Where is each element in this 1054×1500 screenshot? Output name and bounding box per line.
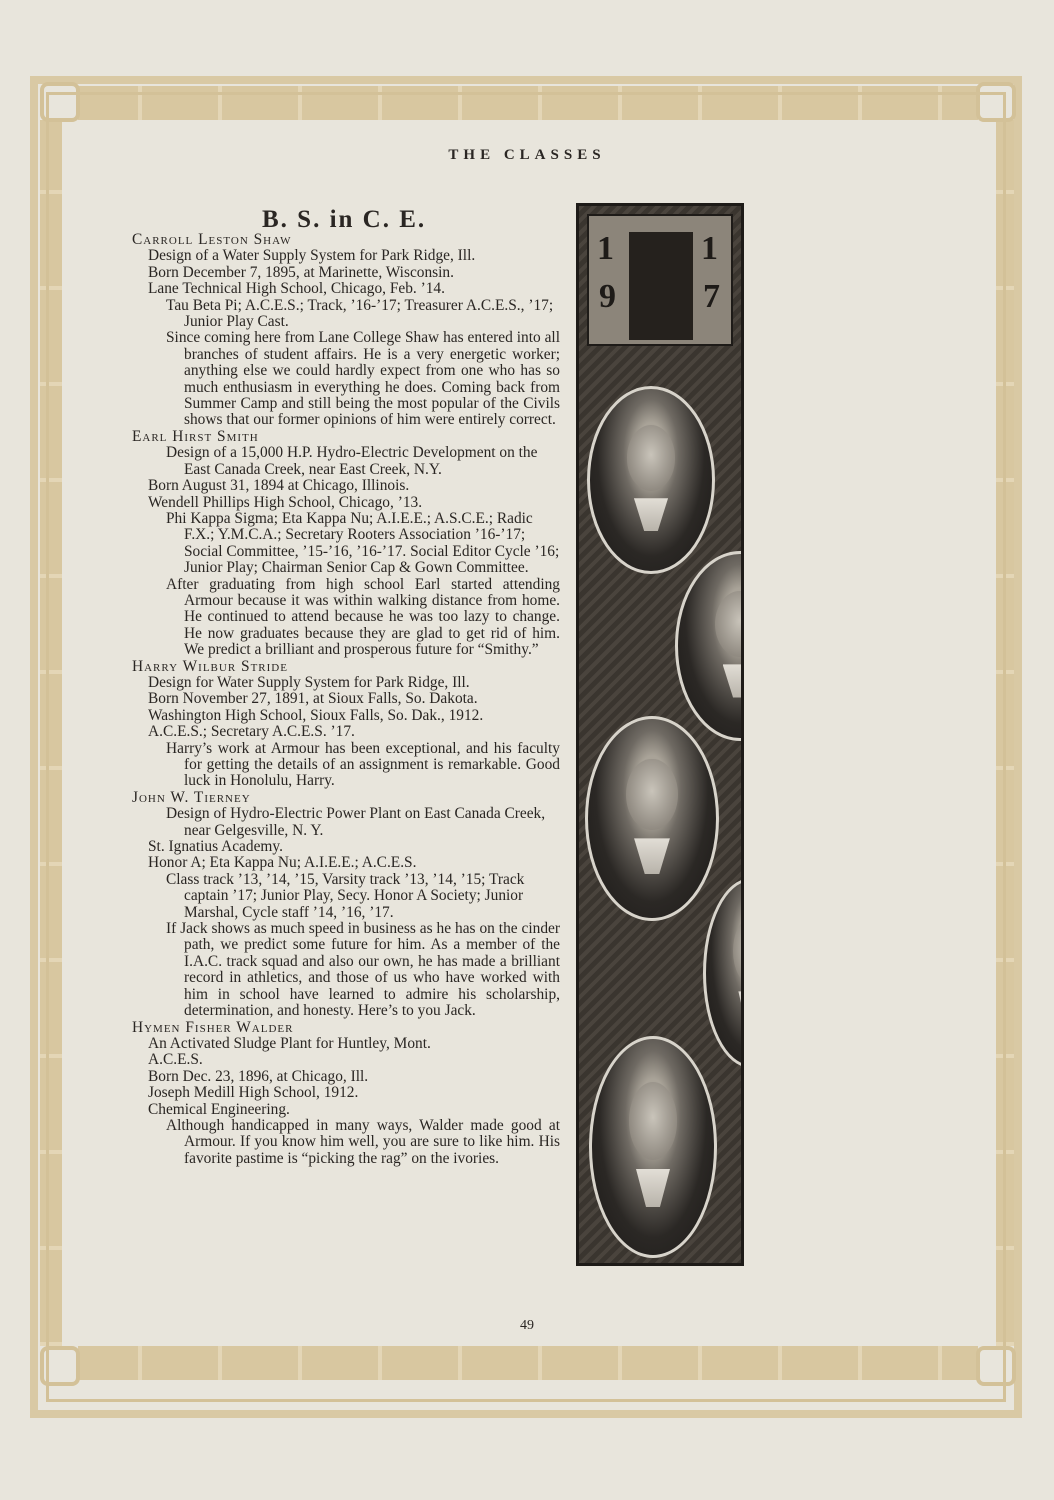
running-head: THE CLASSES — [448, 147, 606, 163]
student-name: John W. Tierney — [132, 788, 251, 806]
biography-entry — [132, 429, 560, 659]
thesis-title: Design of Hydro-Electric Power Plant on East Canada Creek, near Gelgesville, N. Y. — [166, 805, 546, 839]
thesis-title: An Activated Sludge Plant for Huntley, Mont. — [148, 1034, 431, 1052]
corner-ornament-bottom-left — [40, 1346, 80, 1386]
portrait-strip — [576, 203, 744, 1266]
student-portrait — [585, 716, 719, 921]
section-title: B. S. in C. E. — [262, 206, 427, 233]
biography-entry — [132, 790, 560, 1020]
activities: Phi Kappa Sigma; Eta Kappa Nu; A.I.E.E.; A.S.C.E.; Radic F.X.; Y.M.C.A.; Secretary Rooters Association ’16-’17; Social Committee, ’15-’16, ’16-’17. Social Editor Cycle ’16; Junior Play; Chairman Senior Cap & Gown Committee. — [166, 509, 560, 577]
activities: A.C.E.S. — [148, 1051, 203, 1069]
biography-entry — [132, 1020, 560, 1168]
year-digit: 1 — [701, 230, 718, 267]
student-portrait — [587, 386, 715, 574]
birth-info: Born December 7, 1895, at Marinette, Wisconsin. — [148, 263, 454, 281]
school-info: Wendell Phillips High School, Chicago, ’13. — [148, 493, 423, 511]
student-name: Harry Wilbur Stride — [132, 657, 288, 675]
school-info: Lane Technical High School, Chicago, Feb. ’14. — [148, 280, 445, 298]
activities: Class track ’13, ’14, ’15, Varsity track ’13, ’14, ’15; Track captain ’17; Junior Play, Secy. Honor A Society; Junior Marshal, Cycle staff ’14, ’16, ’17. — [166, 870, 525, 921]
biography-paragraph: Harry’s work at Armour has been exceptional, and his faculty for getting the details of an assignment is remarkable. Good luck in Honolulu, Harry. — [166, 739, 560, 790]
corner-ornament-top-left — [40, 82, 80, 122]
biography-paragraph: After graduating from high school Earl started attending Armour because it was within walking distance from home. He continued to attend because he was too lazy to change. He now graduates because they are glad to get rid of him. We predict a brilliant and prosperous future for “Smithy.” — [166, 575, 560, 659]
thesis-title: Design for Water Supply System for Park Ridge, Ill. — [148, 673, 470, 691]
birth-info: Born Dec. 23, 1896, at Chicago, Ill. — [148, 1067, 369, 1085]
thesis-title: Design of a 15,000 H.P. Hydro-Electric Development on the East Canada Creek, near East Creek, N.Y. — [166, 444, 538, 478]
activities: A.C.E.S.; Secretary A.C.E.S. ’17. — [148, 723, 355, 741]
year-digit: 9 — [599, 278, 616, 315]
birth-info: Born August 31, 1894 at Chicago, Illinois. — [148, 477, 410, 495]
biography-column — [132, 232, 560, 1167]
corner-ornament-bottom-right — [976, 1346, 1016, 1386]
student-name: Hymen Fisher Walder — [132, 1018, 294, 1036]
year-digit: 1 — [597, 230, 614, 267]
course-info: Chemical Engineering. — [148, 1100, 290, 1118]
birth-info: Born November 27, 1891, at Sioux Falls, So. Dakota. — [148, 690, 478, 708]
honors: Honor A; Eta Kappa Nu; A.I.E.E.; A.C.E.S. — [148, 854, 417, 872]
biography-paragraph: Although handicapped in many ways, Walder made good at Armour. If you know him well, you are sure to like him. His favorite pastime is “picking the rag” on the ivories. — [166, 1116, 560, 1167]
biography-entry — [132, 232, 560, 429]
student-name: Carroll Leston Shaw — [132, 231, 292, 248]
biography-paragraph: Since coming here from Lane College Shaw has entered into all branches of student affairs. He is a very energetic worker; anything else we could hardly expect from one who has so much enthusiasm in everything he does. Coming back from Summer Camp and still being the most popular of the Civils shows that our former opinions of him were entirely correct. — [166, 329, 560, 429]
page-number: 49 — [520, 1318, 534, 1333]
activities: Tau Beta Pi; A.C.E.S.; Track, ’16-’17; Treasurer A.C.E.S., ’17; Junior Play Cast. — [166, 296, 554, 331]
school-info: Washington High School, Sioux Falls, So. Dak., 1912. — [148, 706, 484, 724]
biography-entry — [132, 659, 560, 790]
student-name: Earl Hirst Smith — [132, 427, 259, 445]
school-info: St. Ignatius Academy. — [148, 838, 283, 856]
student-portrait — [589, 1036, 717, 1258]
thesis-title: Design of a Water Supply System for Park Ridge, Ill. — [148, 247, 476, 265]
year-header-panel — [587, 214, 733, 346]
corner-ornament-top-right — [976, 82, 1016, 122]
biography-paragraph: If Jack shows as much speed in business as he has on the cinder path, we predict some future for him. As a member of the I.A.C. track squad and also our own, he has made a brilliant record in athletics, and those of us who have worked with him in school have learned to admire his scholarship, determination, and honesty. Here’s to you Jack. — [166, 920, 560, 1020]
building-illustration — [629, 232, 693, 340]
year-digit: 7 — [703, 278, 720, 315]
school-info: Joseph Medill High School, 1912. — [148, 1084, 359, 1102]
